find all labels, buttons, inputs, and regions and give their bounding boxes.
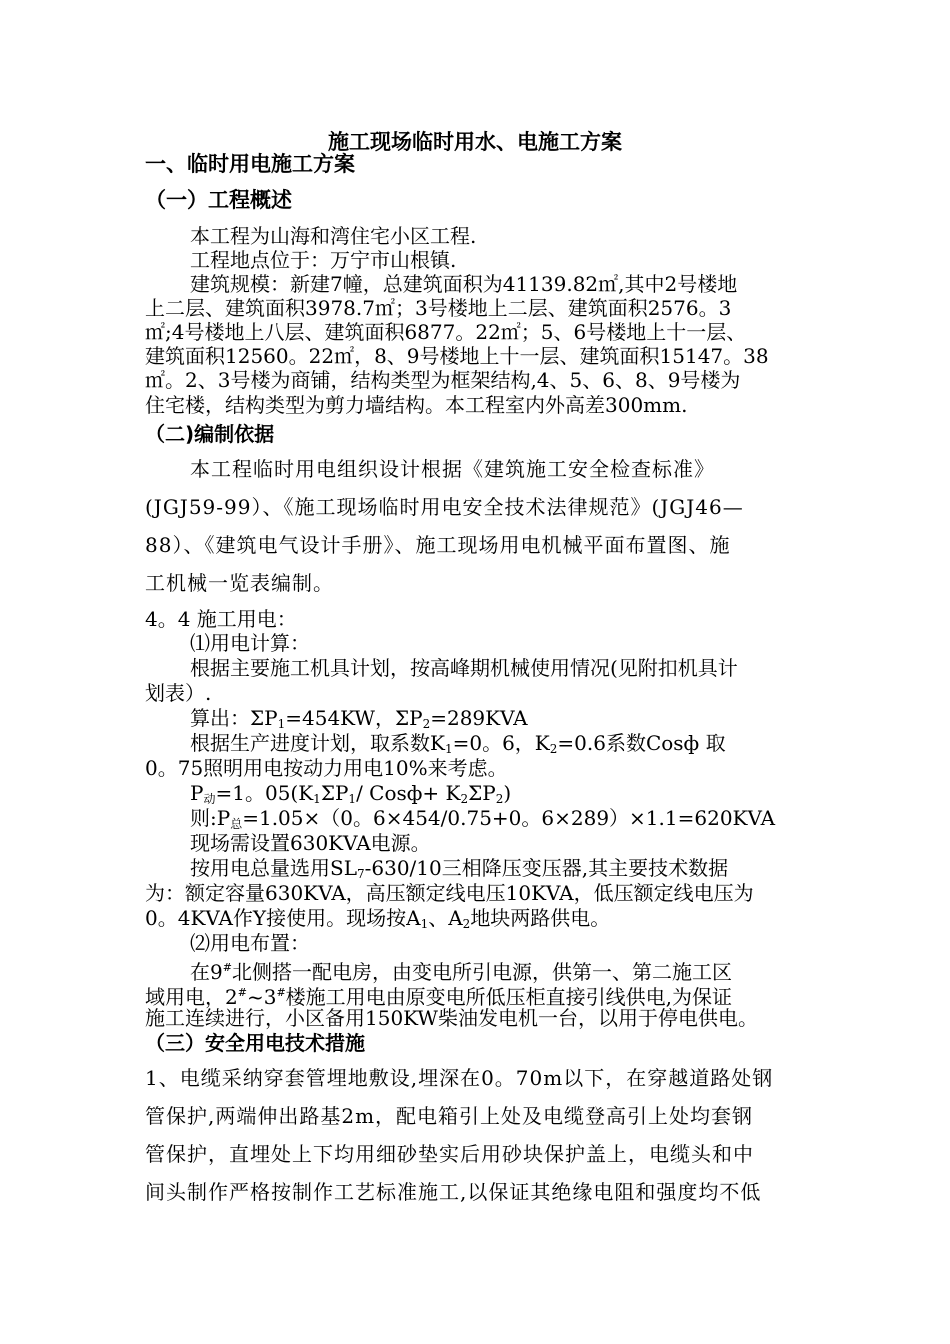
subscript: 1 [348, 792, 357, 806]
formula-text: ΣP [468, 781, 496, 805]
paragraph-line: 0。75照明用电按动力用电10%来考虑。 [145, 756, 508, 780]
paragraph-line: 1、电缆采纳穿套管埋地敷设,埋深在0。70m以下，在穿越道路处钢 [145, 1066, 774, 1090]
formula-text: =1.05×（0。6×454/0.75+0。6×289）×1.1=620KVA [242, 806, 776, 830]
paragraph-line: 工机械一览表编制。 [145, 571, 334, 595]
subscript: 1 [313, 792, 321, 806]
superscript: # [222, 961, 232, 974]
paragraph-line: 管保护,两端伸出路基2m，配电箱引上处及电缆登高引上处均套钢 [145, 1104, 754, 1128]
section-heading: 一、临时用电施工方案 [145, 152, 355, 176]
clause-subheading: ⑴用电计算： [190, 631, 310, 655]
formula-text: 根据生产进度计划，取系数K [190, 731, 445, 755]
formula-text: =289KVA [430, 706, 528, 730]
formula-text: 则:P [190, 806, 231, 830]
subsection-heading: （三）安全用电技术措施 [145, 1031, 365, 1055]
paragraph-line: 现场需设置630KVA电源。 [190, 831, 431, 855]
superscript: # [237, 986, 247, 999]
paragraph-line: 本工程为山海和湾住宅小区工程. [190, 224, 477, 248]
subscript: 7 [356, 867, 365, 881]
subscript: 1 [444, 742, 453, 756]
subscript: 2 [460, 792, 469, 806]
formula-text: 按用电总量选用SL [190, 856, 357, 880]
subsection-heading: （一）工程概述 [145, 188, 292, 212]
paragraph-line: 建筑面积12560。22㎡，8、9号楼地上十一层、建筑面积15147。38 [145, 344, 769, 368]
subscript: 1 [420, 917, 429, 931]
formula-line [145, 981, 732, 1009]
formula-text: 算出：ΣP [190, 706, 278, 730]
clause-subheading: ⑵用电布置： [190, 931, 310, 955]
formula-text: =1。05(K [215, 781, 314, 805]
paragraph-line: 住宅楼，结构类型为剪力墙结构。本工程室内外高差300mm. [145, 393, 688, 417]
subsection-heading: （二)编制依据 [145, 422, 275, 446]
subscript: 2 [495, 792, 504, 806]
subscript: 1 [277, 717, 286, 731]
formula-text: =0.6系数Cosф 取 [557, 731, 726, 755]
paragraph-line: 划表）. [145, 681, 212, 705]
formula-text: P [190, 781, 204, 805]
document-title: 施工现场临时用水、电施工方案 [328, 130, 622, 154]
paragraph-line: 本工程临时用电组织设计根据《建筑施工安全检查标准》 [190, 457, 715, 481]
formula-line [190, 956, 732, 984]
formula-text: 、A [428, 906, 463, 930]
paragraph-line: 工程地点位于：万宁市山根镇. [190, 248, 457, 272]
formula-text: =454KW，ΣP [285, 706, 423, 730]
paragraph-line: 管保护，直埋处上下均用细砂垫实后用砂块保护盖上，电缆头和中 [145, 1142, 754, 1166]
subscript: 2 [462, 917, 471, 931]
paragraph-line: 为：额定容量630KVA，高压额定线电压10KVA，低压额定线电压为 [145, 881, 754, 905]
paragraph-line: ㎡。2、3号楼为商铺，结构类型为框架结构,4、5、6、8、9号楼为 [145, 368, 741, 392]
superscript: # [276, 986, 286, 999]
paragraph-line: ㎡;4号楼地上八层、建筑面积6877。22㎡；5、6号楼地上十一层、 [145, 320, 747, 344]
paragraph-line: (JGJ59-99）、《施工现场临时用电安全技术法律规范》(JGJ46— [145, 495, 744, 519]
subscript: 2 [549, 742, 558, 756]
subscript: 总 [230, 817, 243, 831]
formula-text: ΣP [320, 781, 349, 805]
paragraph-line: 88）、《建筑电气设计手册》、施工现场用电机械平面布置图、施 [145, 533, 731, 557]
subscript: 动 [203, 792, 216, 806]
paragraph-line: 建筑规模：新建7幢，总建筑面积为41139.82㎡,其中2号楼地 [190, 272, 738, 296]
paragraph-line: 施工连续进行，小区备用150KW柴油发电机一台，以用于停电供电。 [145, 1006, 758, 1030]
formula-text: ~3 [246, 985, 277, 1009]
formula-text: 楼施工用电由原变电所低压柜直接引线供电,为保证 [285, 985, 733, 1009]
formula-text: ) [503, 781, 512, 805]
formula-text: =0。6，K [452, 731, 550, 755]
paragraph-line: 上二层、建筑面积3978.7㎡；3号楼地上二层、建筑面积2576。3 [145, 296, 732, 320]
formula-text: / Cosф+ K [356, 781, 461, 805]
paragraph-line: 根据主要施工机具计划，按高峰期机械使用情况(见附扣机具计 [190, 656, 738, 680]
formula-text: 在9 [190, 960, 223, 984]
formula-text: 0。4KVA作Y接使用。现场按A [145, 906, 421, 930]
formula-text: -630/10三相降压变压器,其主要技术数据 [364, 856, 729, 880]
clause-heading: 4。4 施工用电： [145, 607, 297, 631]
formula-text: 域用电，2 [145, 985, 238, 1009]
paragraph-line: 间头制作严格按制作工艺标准施工,以保证其绝缘电阻和强度均不低 [145, 1180, 762, 1204]
subscript: 2 [422, 717, 431, 731]
formula-text: 地块两路供电。 [470, 906, 611, 930]
formula-text: 北侧搭一配电房，由变电所引电源，供第一、第二施工区 [231, 960, 732, 984]
